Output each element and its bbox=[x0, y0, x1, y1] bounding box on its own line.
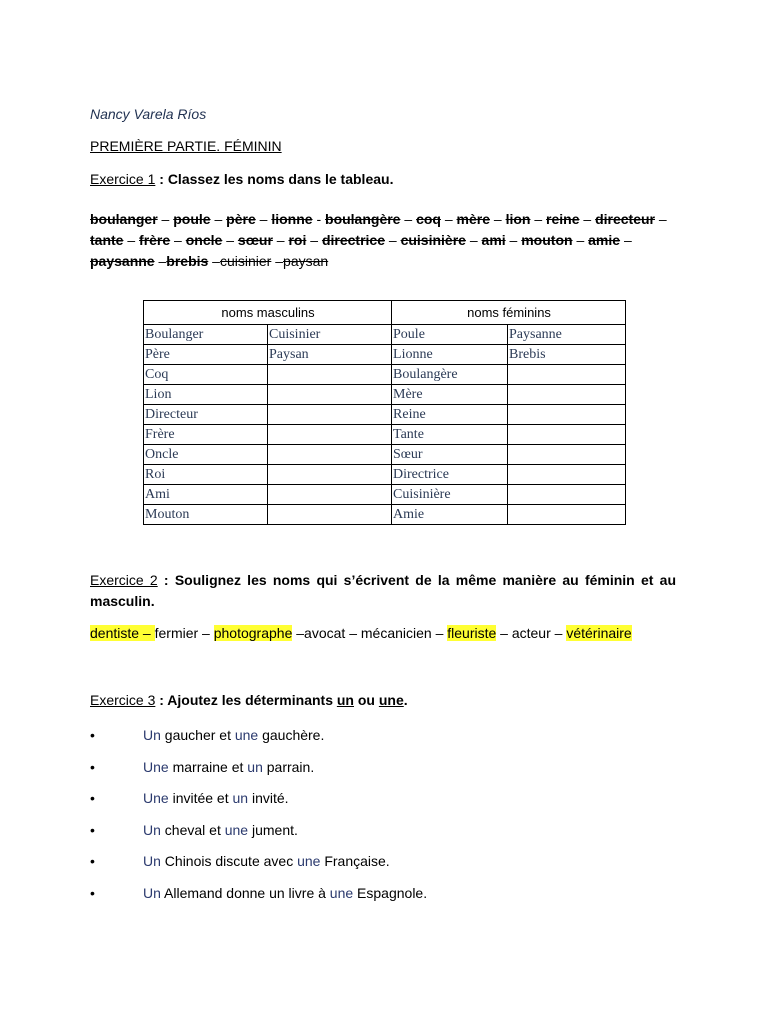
wordbank-separator: – bbox=[620, 232, 632, 248]
table-cell bbox=[268, 385, 392, 405]
header-feminine: noms féminins bbox=[392, 301, 626, 325]
determiner-un: un bbox=[336, 692, 354, 708]
determiner: Une bbox=[143, 758, 169, 775]
table-row bbox=[144, 445, 626, 465]
wordbank-word: frère bbox=[139, 232, 171, 248]
table-cell bbox=[508, 385, 626, 405]
wordbank-separator: – bbox=[170, 232, 186, 248]
wordbank-word: brebis bbox=[166, 253, 209, 269]
wordbank-separator: – bbox=[255, 211, 272, 227]
highlighted-word: dentiste – bbox=[90, 625, 155, 641]
table-row bbox=[144, 405, 626, 425]
sentence-text: invitée et bbox=[168, 790, 233, 807]
exercise1-heading bbox=[90, 171, 393, 187]
wordbank-word: poule bbox=[173, 211, 211, 227]
table-row bbox=[144, 365, 626, 385]
sentence-text: cheval et bbox=[160, 821, 225, 838]
list-item bbox=[90, 885, 676, 917]
wordbank-word: boulanger bbox=[90, 211, 158, 227]
table-cell: Ami bbox=[144, 485, 268, 505]
wordbank-word: sœur bbox=[237, 232, 273, 248]
table-cell: Tante bbox=[392, 425, 508, 445]
table-cell: Directrice bbox=[392, 465, 508, 485]
header-masculine: noms masculins bbox=[144, 301, 392, 325]
wordbank-word: mère bbox=[456, 211, 490, 227]
exercise3-period: . bbox=[403, 692, 408, 708]
table-cell: Mère bbox=[392, 385, 508, 405]
wordbank-word: cuisinier bbox=[219, 253, 272, 269]
sentence-text: invité. bbox=[248, 790, 289, 807]
table-cell: Amie bbox=[392, 505, 508, 525]
exercise2-words bbox=[90, 625, 676, 641]
exercise3-sep: : bbox=[155, 692, 168, 708]
table-cell: Roi bbox=[144, 465, 268, 485]
exercise2-label: Exercice 2 bbox=[90, 572, 158, 588]
table-cell: Frère bbox=[144, 425, 268, 445]
wordbank-separator: – bbox=[271, 253, 284, 269]
table-cell: Sœur bbox=[392, 445, 508, 465]
sentence-text: parrain. bbox=[262, 758, 315, 775]
table-row bbox=[144, 485, 626, 505]
exercise1-instruction: Classez les noms dans le tableau. bbox=[167, 171, 394, 187]
wordbank-separator: – bbox=[465, 232, 482, 248]
wordbank-separator: – bbox=[440, 211, 457, 227]
exercise2-sep: : bbox=[157, 572, 175, 588]
wordbank-separator: – bbox=[530, 211, 547, 227]
wordbank-separator: – bbox=[272, 232, 289, 248]
exercise3-sentences bbox=[90, 727, 676, 917]
list-item bbox=[90, 790, 676, 822]
list-item bbox=[90, 759, 676, 791]
determiner: un bbox=[247, 758, 263, 775]
wordbank-word: roi bbox=[288, 232, 307, 248]
determiner: une bbox=[224, 821, 249, 838]
table-cell bbox=[268, 465, 392, 485]
table-cell: Paysan bbox=[268, 345, 392, 365]
wordbank-word: boulangère bbox=[325, 211, 401, 227]
determiner: Une bbox=[143, 790, 169, 807]
table-cell bbox=[508, 485, 626, 505]
wordbank-word: tante bbox=[90, 232, 124, 248]
table-row bbox=[144, 325, 626, 345]
table-cell: Cuisinière bbox=[392, 485, 508, 505]
table-cell bbox=[508, 445, 626, 465]
wordbank-separator: – bbox=[154, 253, 167, 269]
wordbank-separator: – bbox=[222, 232, 238, 248]
wordbank-word: mouton bbox=[521, 232, 573, 248]
sentence-text: Française. bbox=[320, 853, 390, 870]
table-cell: Père bbox=[144, 345, 268, 365]
bullet-icon: • bbox=[90, 758, 95, 775]
sentence-text: Chinois discute avec bbox=[160, 853, 298, 870]
wordbank-separator: – bbox=[490, 211, 506, 227]
wordbank-word: ami bbox=[481, 232, 506, 248]
plain-word: –avocat – mécanicien – bbox=[292, 625, 448, 641]
list-item bbox=[90, 727, 676, 759]
wordbank-word: directeur bbox=[595, 211, 656, 227]
determiner-une: une bbox=[378, 692, 404, 708]
exercise3-heading bbox=[90, 692, 408, 708]
table-cell: Boulanger bbox=[144, 325, 268, 345]
wordbank-separator: – bbox=[123, 232, 140, 248]
table-cell: Oncle bbox=[144, 445, 268, 465]
wordbank-separator: – bbox=[505, 232, 522, 248]
determiner: Un bbox=[143, 853, 161, 870]
table-cell: Poule bbox=[392, 325, 508, 345]
determiner: une bbox=[234, 727, 259, 743]
wordbank-word: coq bbox=[416, 211, 441, 227]
table-cell bbox=[508, 365, 626, 385]
table-cell bbox=[268, 365, 392, 385]
bullet-icon: • bbox=[90, 727, 95, 743]
table-row bbox=[144, 465, 626, 485]
wordbank-separator: – bbox=[400, 211, 417, 227]
table-cell bbox=[268, 485, 392, 505]
determiner: un bbox=[232, 790, 249, 807]
table-cell bbox=[508, 425, 626, 445]
bullet-icon: • bbox=[90, 790, 95, 807]
table-cell: Reine bbox=[392, 405, 508, 425]
table-header-row bbox=[144, 301, 626, 325]
determiner: Un bbox=[143, 727, 161, 743]
sentence-text: gaucher et bbox=[160, 727, 235, 743]
wordbank-separator: – bbox=[210, 211, 227, 227]
bullet-icon: • bbox=[90, 853, 95, 870]
wordbank-word: paysanne bbox=[90, 253, 155, 269]
plain-word: fermier – bbox=[154, 625, 214, 641]
table-cell bbox=[508, 405, 626, 425]
table-cell: Boulangère bbox=[392, 365, 508, 385]
table-row bbox=[144, 505, 626, 525]
highlighted-word: photographe bbox=[213, 625, 293, 641]
table-cell bbox=[268, 445, 392, 465]
exercise3-or: ou bbox=[353, 692, 379, 708]
table-cell: Lion bbox=[144, 385, 268, 405]
wordbank-word: cuisinière bbox=[400, 232, 466, 248]
highlighted-word: vétérinaire bbox=[566, 625, 632, 641]
table-row bbox=[144, 385, 626, 405]
exercise2-instruction: Soulignez les noms qui s’écrivent de la même manière au féminin et au masculin. bbox=[90, 572, 676, 609]
highlighted-word: fleuriste bbox=[447, 625, 497, 641]
wordbank-word: père bbox=[226, 211, 256, 227]
list-item bbox=[90, 853, 676, 885]
plain-word: – acteur – bbox=[496, 625, 567, 641]
table-body bbox=[144, 325, 626, 525]
bullet-icon: • bbox=[90, 884, 95, 901]
table-cell bbox=[268, 505, 392, 525]
determiner: une bbox=[329, 884, 354, 901]
wordbank-separator: – bbox=[157, 211, 174, 227]
wordbank-separator: – bbox=[655, 211, 667, 227]
wordbank-separator: – bbox=[306, 232, 322, 248]
table-cell: Directeur bbox=[144, 405, 268, 425]
table-cell: Brebis bbox=[508, 345, 626, 365]
wordbank-word: paysan bbox=[283, 253, 329, 269]
table-row bbox=[144, 425, 626, 445]
determiner: Un bbox=[143, 821, 161, 838]
exercise1-wordbank bbox=[90, 209, 676, 272]
nouns-table bbox=[143, 300, 626, 525]
table-cell bbox=[508, 465, 626, 485]
author-name: Nancy Varela Ríos bbox=[90, 106, 207, 122]
wordbank-separator: - bbox=[312, 211, 326, 227]
exercise1-label: Exercice 1 bbox=[90, 171, 156, 187]
sentence-text: gauchère. bbox=[258, 727, 325, 743]
exercise2-heading bbox=[90, 570, 676, 612]
table-cell: Paysanne bbox=[508, 325, 626, 345]
wordbank-word: lionne bbox=[271, 211, 313, 227]
list-item bbox=[90, 822, 676, 854]
wordbank-word: directrice bbox=[321, 232, 385, 248]
part-title: PREMIÈRE PARTIE. FÉMININ bbox=[90, 138, 282, 154]
determiner: une bbox=[297, 853, 321, 870]
table-cell bbox=[268, 425, 392, 445]
exercise3-instruction: Ajoutez les déterminants bbox=[167, 692, 337, 708]
table-cell: Mouton bbox=[144, 505, 268, 525]
wordbank-separator: – bbox=[579, 211, 596, 227]
sentence-text: jument. bbox=[248, 821, 298, 838]
wordbank-word: oncle bbox=[185, 232, 223, 248]
exercise1-sep: : bbox=[155, 171, 168, 187]
wordbank-word: reine bbox=[546, 211, 580, 227]
bullet-icon: • bbox=[90, 821, 95, 838]
wordbank-separator: – bbox=[385, 232, 401, 248]
determiner: Un bbox=[143, 884, 161, 901]
sentence-text: Espagnole. bbox=[353, 884, 428, 901]
table-cell bbox=[508, 505, 626, 525]
wordbank-separator: – bbox=[572, 232, 589, 248]
wordbank-separator: – bbox=[208, 253, 220, 269]
table-cell: Cuisinier bbox=[268, 325, 392, 345]
wordbank-word: amie bbox=[588, 232, 621, 248]
sentence-text: marraine et bbox=[168, 758, 248, 775]
table-cell bbox=[268, 405, 392, 425]
sentence-text: Allemand donne un livre à bbox=[160, 884, 330, 901]
table-row bbox=[144, 345, 626, 365]
exercise3-label: Exercice 3 bbox=[90, 692, 156, 708]
table-cell: Lionne bbox=[392, 345, 508, 365]
table-cell: Coq bbox=[144, 365, 268, 385]
wordbank-word: lion bbox=[505, 211, 531, 227]
